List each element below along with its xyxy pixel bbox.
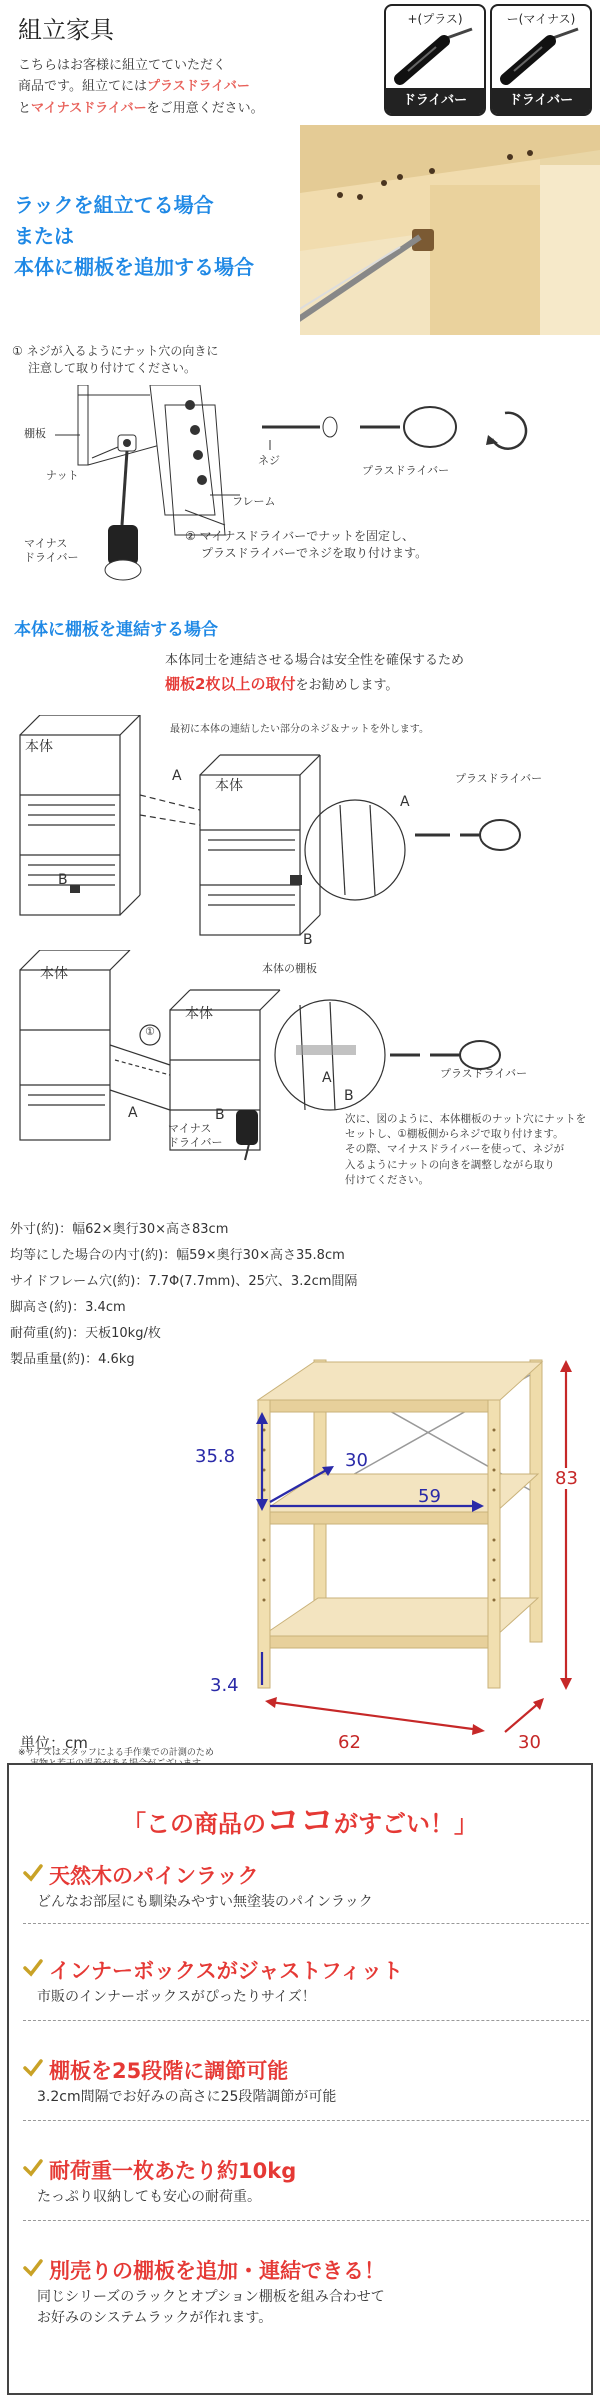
step1-line2: 注意して取り付けてください。 (28, 361, 197, 376)
feature-item (23, 2155, 589, 2221)
minus-driver-badge (490, 4, 592, 116)
two-shelves-highlight: 棚板2枚以上の取付 (165, 675, 296, 694)
features-heading-big: ココ (266, 1801, 334, 1841)
feature-title (23, 2155, 589, 2185)
features-box (7, 1763, 593, 2395)
minus-driver-badge-top: ー(マイナス) (506, 12, 576, 26)
dim-59: 59 (418, 1486, 441, 1507)
step1-line1: ① ネジが入るようにナット穴の向きに (12, 344, 219, 358)
feature-title (23, 2055, 589, 2085)
label-body-4: 本体 (185, 1006, 213, 1022)
label-b-2: B (303, 932, 313, 948)
plus-driver-highlight: プラスドライバー (146, 79, 250, 95)
label-body-2: 本体 (215, 778, 243, 794)
feature-body: 同じシリーズのラックとオプション棚板を組み合わせて (37, 2289, 385, 2305)
dim-30-outer: 30 (518, 1732, 541, 1753)
label-body-3: 本体 (40, 966, 68, 982)
step2-note (185, 528, 427, 563)
rack-dimension-drawing (0, 1340, 600, 1740)
intro-line-2 (18, 76, 348, 97)
intro-line-3 (18, 98, 348, 119)
features-heading (122, 1793, 478, 1842)
feature-item (23, 2255, 589, 2329)
feature-title-text: 別売りの棚板を追加・連結できる！ (49, 2259, 385, 2283)
feature-title (23, 2255, 589, 2285)
label-screw: ネジ (258, 454, 280, 467)
spec-inner: 均等にした場合の内寸(約)：幅59×奥行30×高さ35.8cm (10, 1248, 345, 1263)
plus-driver-badge-label: ドライバー (386, 88, 484, 114)
intro-text-2a: 商品です。組立てには (18, 79, 147, 95)
divider (23, 2020, 589, 2021)
connect-note-2: セットし、①棚板側からネジで取り付けます。 (345, 1128, 564, 1141)
features-heading-b: がすごい！」 (334, 1810, 478, 1838)
connect-diagram-1 (0, 715, 600, 945)
label-body-shelf: 本体の棚板 (262, 962, 317, 975)
label-shelf: 棚板 (24, 427, 46, 440)
feature-body: たっぷり収納しても安心の耐荷重。 (37, 2189, 261, 2205)
assembly-photo (300, 125, 600, 335)
connect-note-3: その際、マイナスドライバーを使って、ネジが (345, 1143, 565, 1156)
label-plus-driver: プラスドライバー (362, 464, 450, 477)
minus-driver-highlight: マイナスドライバー (31, 100, 147, 116)
check-icon (23, 1864, 43, 1882)
feature-item (23, 1955, 589, 2021)
label-a-3: A (128, 1105, 138, 1121)
label-a-1: A (172, 768, 182, 784)
connect-note-1: 次に、図のように、本体棚板のナット穴にナットを (345, 1113, 587, 1125)
dim-35-8: 35.8 (195, 1446, 236, 1467)
feature-body: 市販のインナーボックスがぴったりサイズ！ (37, 1989, 316, 2005)
feature-body-2: お好みのシステムラックが作れます。 (37, 2310, 273, 2326)
label-plus-driver-3: プラスドライバー (440, 1067, 528, 1080)
step1-note (12, 343, 218, 378)
section2-title: 本体に棚板を連結する場合 (14, 620, 218, 640)
section2-desc (165, 650, 464, 698)
feature-title-text: 耐荷重一枚あたり約10kg (49, 2159, 297, 2183)
connect-note-4: 入るようにナットの向きを調整しながら取り (345, 1158, 555, 1171)
label-body-1: 本体 (25, 739, 53, 755)
feature-title-text: 棚板を25段階に調節可能 (49, 2059, 289, 2083)
divider (23, 1923, 589, 1924)
label-minus-driver-1: マイナス (24, 537, 68, 550)
dim-62: 62 (338, 1732, 361, 1753)
feature-item (23, 2055, 589, 2121)
label-a-4: A (322, 1070, 332, 1086)
minus-screwdriver-icon (492, 27, 590, 87)
measure-footnote-1: ※サイズはスタッフによる手作業での計測のため (18, 1748, 214, 1758)
feature-title (23, 1955, 589, 1985)
label-b-1: B (58, 872, 68, 888)
feature-body: 3.2cm間隔でお好みの高さに25段階調節が可能 (37, 2089, 337, 2105)
intro-text-3c: をご用意ください。 (146, 100, 264, 116)
connect-note (345, 1112, 586, 1188)
page-title: 組立家具 (18, 16, 114, 44)
label-b-4: B (344, 1088, 354, 1104)
label-minus-driver-2a: マイナス (168, 1122, 212, 1135)
feature-title (23, 1860, 589, 1890)
label-plus-driver-2: プラスドライバー (455, 772, 543, 785)
check-icon (23, 2159, 43, 2177)
plus-screwdriver-icon (386, 27, 484, 87)
label-minus-driver (24, 537, 78, 566)
feature-title-text: 天然木のパインラック (49, 1864, 259, 1888)
dim-3-4: 3.4 (210, 1675, 239, 1696)
section2-desc-small: 最初に本体の連結したい部分のネジ＆ナットを外します。 (170, 724, 429, 735)
feature-body: どんなお部屋にも馴染みやすい無塗装のパインラック (37, 1894, 373, 1910)
feature-item (23, 1860, 589, 1924)
intro-text-3a: と (18, 100, 32, 116)
spec-load: 耐荷重(約)：天板10kg/枚 (10, 1326, 161, 1341)
intro-line-1: こちらはお客様に組立てていただく (18, 58, 227, 73)
features-heading-a: 「この商品の (122, 1810, 266, 1838)
label-frame: フレーム (232, 495, 276, 508)
label-circle-1: ① (145, 1025, 155, 1038)
section2-desc-line1: 本体同士を連結させる場合は安全性を確保するため (165, 653, 465, 668)
spec-leg: 脚高さ(約)：3.4cm (10, 1300, 126, 1315)
check-icon (23, 1959, 43, 1977)
step2-line1: ② マイナスドライバーでナットを固定し、 (185, 529, 415, 543)
spec-weight: 製品重量(約)：4.6kg (10, 1352, 135, 1367)
label-b-3: B (215, 1107, 225, 1123)
label-minus-driver-2 (168, 1122, 222, 1151)
section1-title-line3: 本体に棚板を追加する場合 (14, 255, 254, 279)
section2-desc-line2 (165, 672, 464, 698)
intro-text (18, 55, 348, 119)
dim-30-inner: 30 (345, 1450, 368, 1471)
feature-title-text: インナーボックスがジャストフィット (49, 1959, 404, 1983)
divider (23, 2220, 589, 2221)
label-minus-driver-2: ドライバー (24, 551, 79, 565)
dim-83: 83 (555, 1468, 578, 1489)
label-nut: ナット (46, 469, 79, 482)
step2-line2: プラスドライバーでネジを取り付けます。 (201, 546, 428, 561)
section1-title-line2: または (14, 224, 74, 248)
spec-holes: サイドフレーム穴(約)：7.7Φ(7.7mm)、25穴、3.2cm間隔 (10, 1274, 358, 1289)
check-icon (23, 2059, 43, 2077)
minus-driver-badge-label: ドライバー (492, 88, 590, 114)
connect-note-5: 付けてください。 (345, 1173, 429, 1186)
section1-title (14, 190, 254, 283)
section1-title-line1: ラックを組立てる場合 (14, 193, 214, 217)
label-a-2: A (400, 794, 410, 810)
spec-outer: 外寸(約)：幅62×奥行30×高さ83cm (10, 1222, 229, 1237)
label-minus-driver-2b: ドライバー (168, 1136, 223, 1150)
check-icon (23, 2259, 43, 2277)
plus-driver-badge (384, 4, 486, 116)
section2-desc-2b: をお勧めします。 (295, 678, 399, 694)
plus-driver-badge-top: +(プラス) (407, 12, 463, 26)
divider (23, 2120, 589, 2121)
unit-label: 単位：cm (20, 1734, 88, 1752)
